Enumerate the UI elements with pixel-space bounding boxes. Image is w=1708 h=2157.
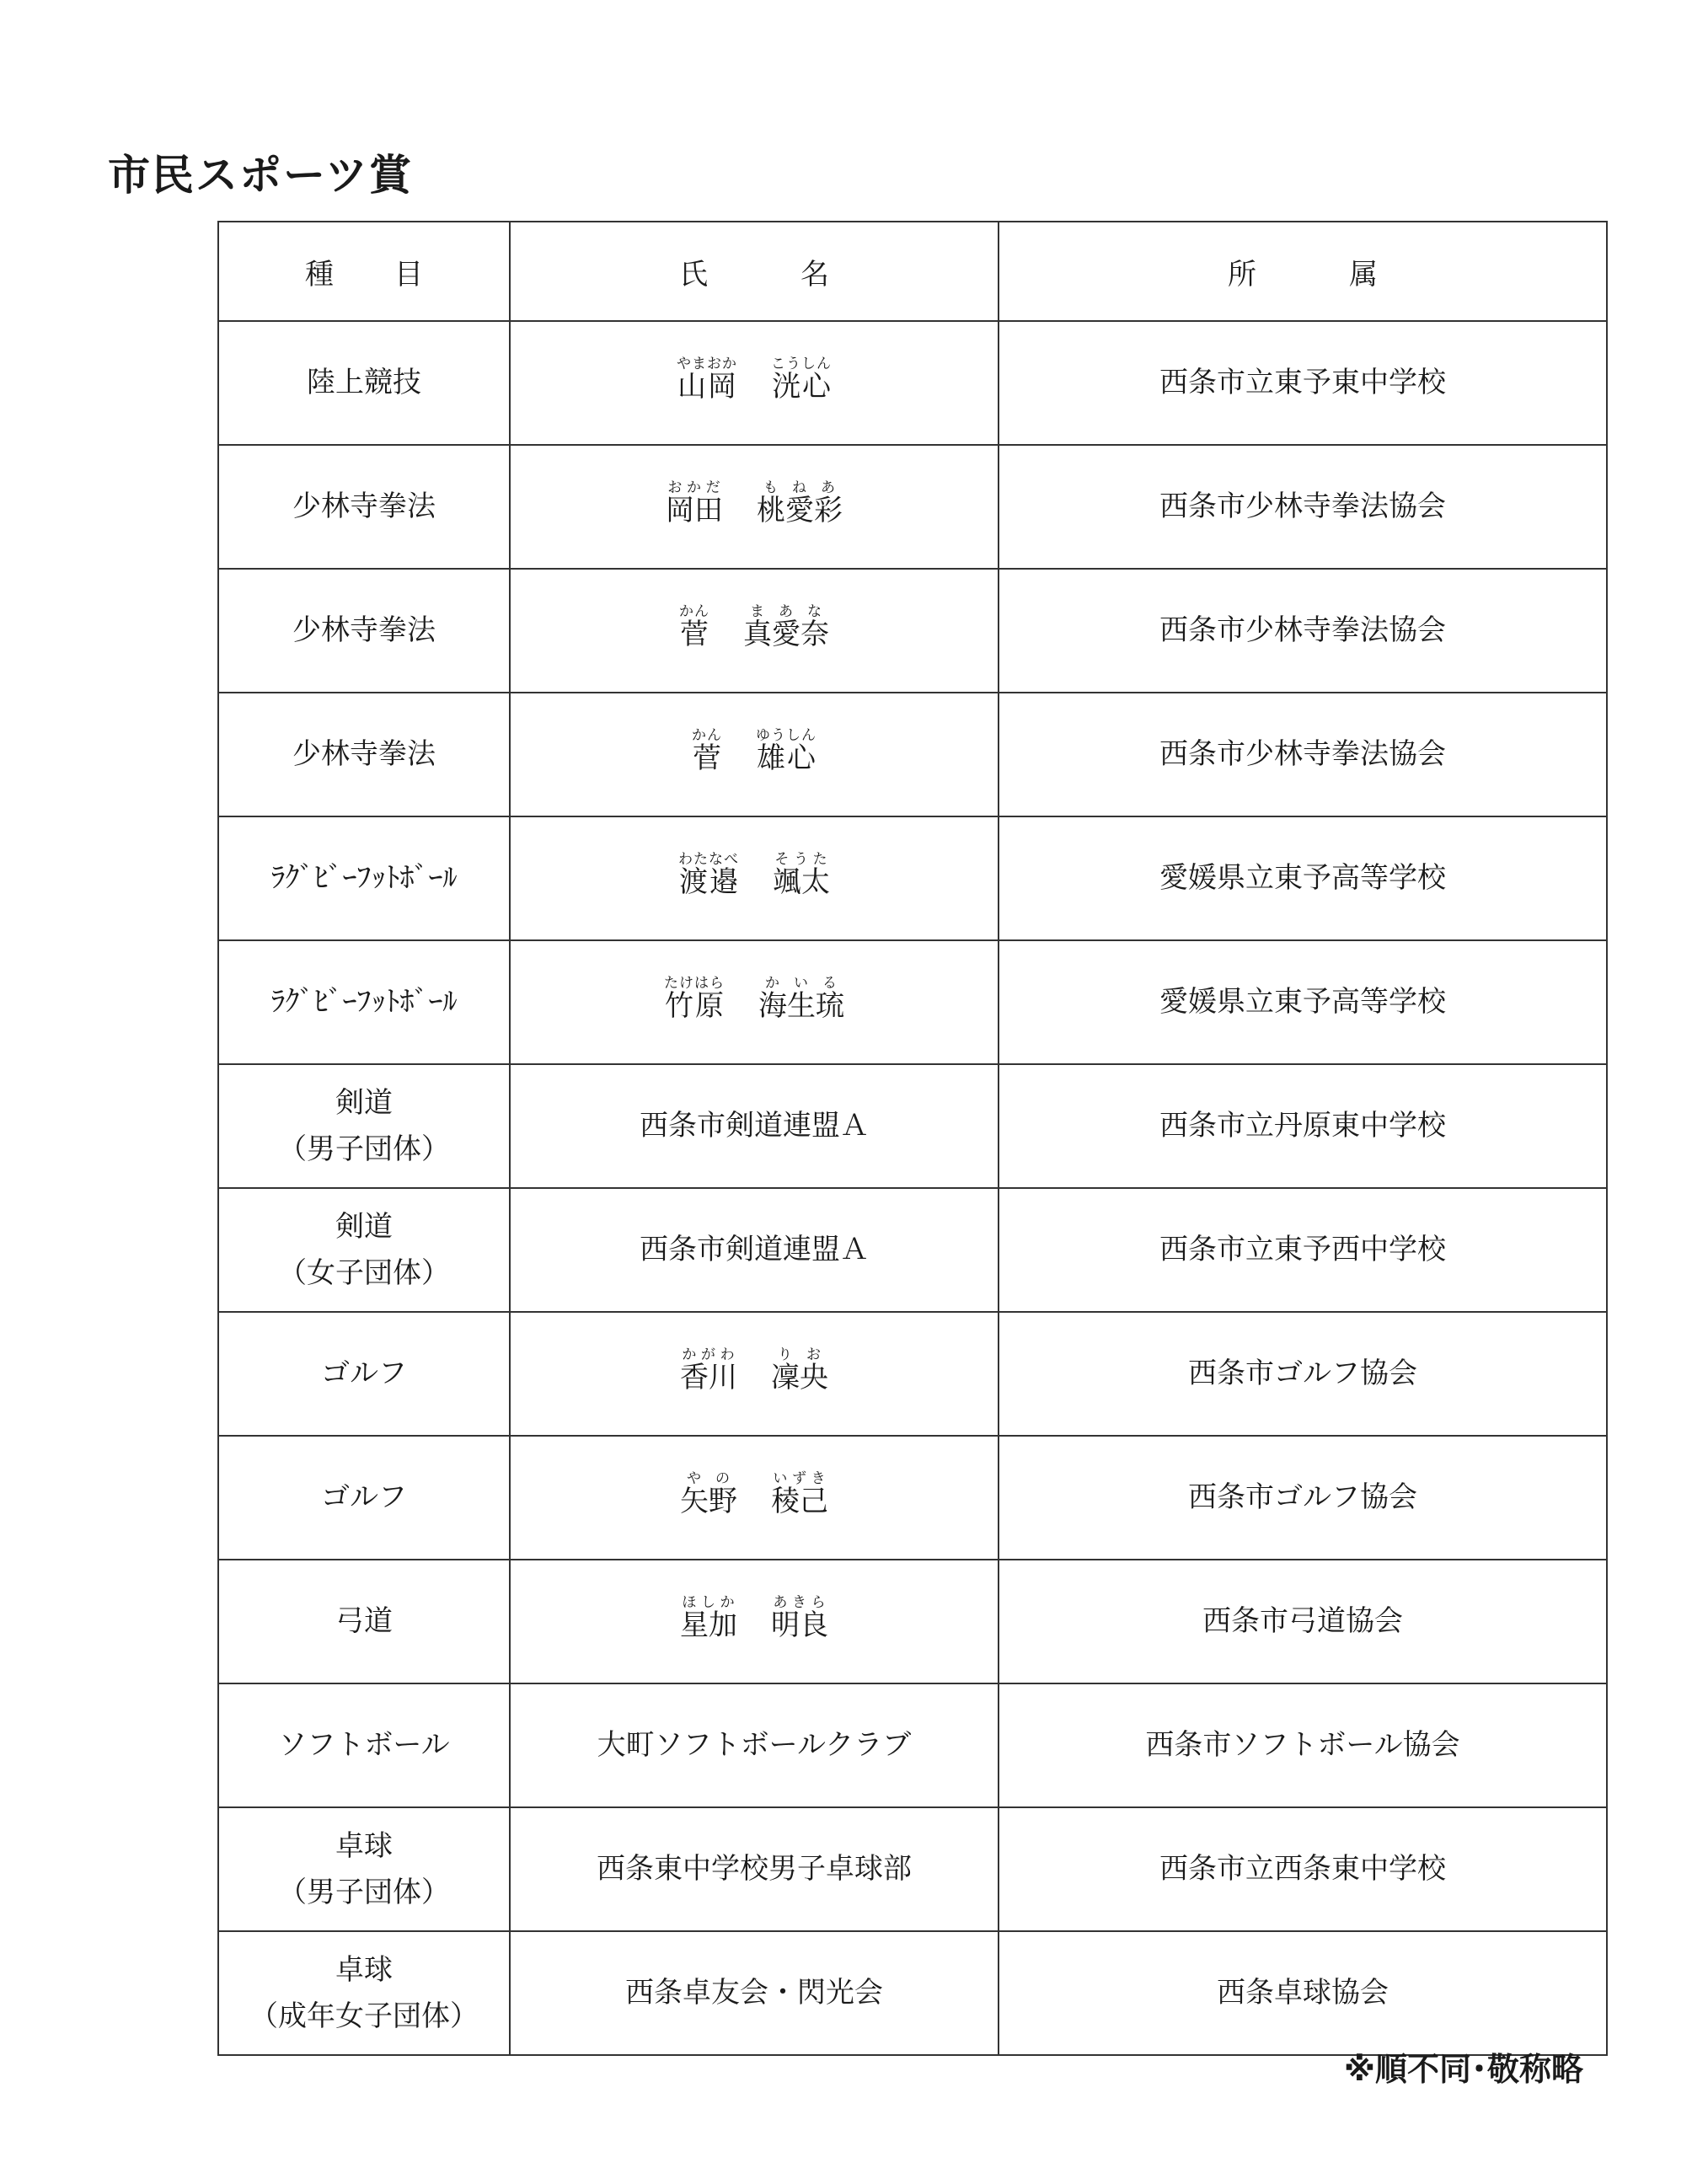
given-reading: かいる [758, 975, 844, 993]
cell-name [510, 1683, 999, 1807]
person-name [692, 727, 817, 781]
table-row [218, 445, 1607, 569]
affiliation-label: 西条市ゴルフ協会 [1188, 1480, 1417, 1515]
affiliation-label: 愛媛県立東予高等学校 [1159, 861, 1446, 896]
given-text: 稜己 [771, 1485, 828, 1519]
cell-name [510, 1188, 999, 1312]
family-reading: やまおか [677, 356, 737, 373]
cell-event [218, 1560, 510, 1683]
family-name [680, 1470, 737, 1524]
family-reading: おかだ [666, 479, 723, 497]
family-name [678, 851, 739, 905]
family-name [679, 603, 709, 657]
table-row [218, 940, 1607, 1064]
affiliation-label: 西条市少林寺拳法協会 [1159, 613, 1446, 648]
header-event: 種 目 [218, 222, 510, 321]
person-name [680, 1346, 828, 1400]
cell-affiliation [999, 940, 1607, 1064]
event-label: 少林寺拳法 [292, 737, 436, 772]
table-row [218, 569, 1607, 693]
team-name: 西条市剣道連盟Ａ [640, 1233, 869, 1267]
table-header-row [218, 222, 1607, 321]
family-reading: たけはら [664, 975, 725, 993]
given-text: 凜央 [771, 1361, 828, 1395]
header-name: 氏 名 [510, 222, 999, 321]
family-text: 竹原 [664, 989, 725, 1024]
given-name [756, 727, 817, 781]
cell-affiliation [999, 445, 1607, 569]
given-reading: ゆうしん [756, 727, 817, 745]
family-reading: かがわ [680, 1346, 737, 1364]
given-reading: まあな [743, 603, 829, 621]
cell-affiliation [999, 569, 1607, 693]
cell-name [510, 693, 999, 816]
team-name: 西条市剣道連盟Ａ [640, 1109, 869, 1143]
team-name: 西条東中学校男子卓球部 [597, 1852, 912, 1887]
affiliation-label: 西条市立東予西中学校 [1159, 1233, 1446, 1267]
event-label: 卓球 [335, 1829, 393, 1864]
cell-name [510, 1560, 999, 1683]
table-row [218, 1931, 1607, 2055]
event-label: ゴルフ [321, 1357, 407, 1391]
cell-name [510, 1807, 999, 1931]
given-name [773, 851, 830, 905]
family-reading: ほしか [680, 1594, 737, 1612]
person-name [666, 479, 843, 533]
affiliation-label: 西条市弓道協会 [1202, 1604, 1403, 1639]
header-affiliation: 所 属 [999, 222, 1607, 321]
family-reading: かん [692, 727, 722, 745]
table-row [218, 1188, 1607, 1312]
event-label: 少林寺拳法 [292, 490, 436, 524]
cell-event [218, 445, 510, 569]
given-text: 海生琉 [758, 989, 844, 1024]
cell-event [218, 1436, 510, 1560]
cell-affiliation [999, 816, 1607, 940]
cell-affiliation [999, 1560, 1607, 1683]
table-row [218, 1683, 1607, 1807]
cell-event [218, 940, 510, 1064]
event-label: 剣道 [335, 1210, 393, 1244]
given-name [757, 479, 843, 533]
cell-affiliation [999, 1312, 1607, 1436]
family-name [692, 727, 722, 781]
event-label: 卓球 [335, 1953, 393, 1988]
footnote: ※順不同･敬称略 [1344, 2051, 1583, 2088]
cell-event [218, 1931, 510, 2055]
table-row [218, 693, 1607, 816]
family-text: 香川 [680, 1361, 737, 1395]
cell-name [510, 445, 999, 569]
table-row [218, 1560, 1607, 1683]
cell-name [510, 569, 999, 693]
event-label: ゴルフ [321, 1480, 407, 1515]
event-label: 弓道 [335, 1604, 393, 1639]
given-text: 洸心 [771, 370, 832, 404]
cell-event [218, 1188, 510, 1312]
family-name [680, 1594, 737, 1648]
person-name [678, 851, 830, 905]
event-sublabel: （女子団体） [278, 1255, 450, 1290]
cell-name [510, 321, 999, 445]
family-text: 星加 [680, 1608, 737, 1643]
family-text: 岡田 [666, 494, 723, 528]
family-name [664, 975, 725, 1029]
cell-name [510, 1436, 999, 1560]
given-name [771, 356, 832, 409]
cell-affiliation [999, 1064, 1607, 1188]
person-name [677, 356, 832, 409]
affiliation-label: 愛媛県立東予高等学校 [1159, 985, 1446, 1020]
cell-affiliation [999, 1807, 1607, 1931]
given-reading: こうしん [771, 356, 832, 373]
affiliation-label: 西条卓球協会 [1217, 1976, 1389, 2010]
family-reading: かん [679, 603, 709, 621]
family-text: 山岡 [677, 370, 737, 404]
family-reading: やの [680, 1470, 737, 1488]
given-text: 明良 [771, 1608, 828, 1643]
event-label: 剣道 [335, 1086, 393, 1121]
affiliation-label: 西条市立丹原東中学校 [1159, 1109, 1446, 1143]
cell-affiliation [999, 1436, 1607, 1560]
cell-name [510, 1064, 999, 1188]
cell-event [218, 816, 510, 940]
given-text: 真愛奈 [743, 618, 829, 652]
given-text: 雄心 [756, 741, 817, 776]
cell-event [218, 1683, 510, 1807]
given-reading: そうた [773, 851, 830, 869]
given-reading: もねあ [757, 479, 843, 497]
affiliation-label: 西条市ソフトボール協会 [1145, 1728, 1460, 1763]
cell-affiliation [999, 1683, 1607, 1807]
person-name [680, 1470, 828, 1524]
person-name [680, 1594, 828, 1648]
given-reading: あきら [771, 1594, 828, 1612]
family-name [677, 356, 737, 409]
given-name [771, 1470, 828, 1524]
cell-event [218, 1064, 510, 1188]
table-row [218, 1312, 1607, 1436]
cell-name [510, 1931, 999, 2055]
cell-affiliation [999, 321, 1607, 445]
cell-affiliation [999, 1188, 1607, 1312]
family-name [666, 479, 723, 533]
table-row [218, 1807, 1607, 1931]
cell-event [218, 693, 510, 816]
event-label: ﾗｸﾞﾋﾞｰﾌｯﾄﾎﾞｰﾙ [270, 985, 458, 1020]
family-text: 菅 [679, 618, 709, 652]
affiliation-label: 西条市少林寺拳法協会 [1159, 490, 1446, 524]
person-name [679, 603, 829, 657]
team-name: 西条卓友会・閃光会 [625, 1976, 883, 2010]
family-name [680, 1346, 737, 1400]
cell-name [510, 816, 999, 940]
event-label: 少林寺拳法 [292, 613, 436, 648]
cell-affiliation [999, 693, 1607, 816]
event-sublabel: （男子団体） [278, 1875, 450, 1909]
cell-event [218, 321, 510, 445]
given-name [743, 603, 829, 657]
affiliation-label: 西条市立西条東中学校 [1159, 1852, 1446, 1887]
cell-event [218, 1807, 510, 1931]
team-name: 大町ソフトボールクラブ [597, 1728, 912, 1763]
event-label: ﾗｸﾞﾋﾞｰﾌｯﾄﾎﾞｰﾙ [270, 861, 458, 896]
given-name [771, 1346, 828, 1400]
given-text: 颯太 [773, 865, 830, 900]
awards-table [217, 221, 1608, 2056]
person-name [664, 975, 844, 1029]
event-label: 陸上競技 [307, 366, 421, 400]
given-reading: いずき [771, 1470, 828, 1488]
given-name [758, 975, 844, 1029]
cell-event [218, 1312, 510, 1436]
page-title: 市民スポーツ賞 [108, 151, 413, 200]
family-reading: わたなべ [678, 851, 739, 869]
affiliation-label: 西条市少林寺拳法協会 [1159, 737, 1446, 772]
affiliation-label: 西条市立東予東中学校 [1159, 366, 1446, 400]
cell-name [510, 1312, 999, 1436]
cell-affiliation [999, 1931, 1607, 2055]
affiliation-label: 西条市ゴルフ協会 [1188, 1357, 1417, 1391]
table-row [218, 321, 1607, 445]
given-text: 桃愛彩 [757, 494, 843, 528]
given-reading: りお [771, 1346, 828, 1364]
event-label: ソフトボール [278, 1728, 450, 1763]
event-sublabel: （成年女子団体） [249, 1999, 479, 2033]
awards-table-body [218, 321, 1607, 2055]
table-row [218, 816, 1607, 940]
event-sublabel: （男子団体） [278, 1132, 450, 1166]
cell-event [218, 569, 510, 693]
table-row [218, 1064, 1607, 1188]
family-text: 矢野 [680, 1485, 737, 1519]
family-text: 菅 [692, 741, 722, 776]
family-text: 渡邉 [678, 865, 739, 900]
given-name [771, 1594, 828, 1648]
cell-name [510, 940, 999, 1064]
table-row [218, 1436, 1607, 1560]
